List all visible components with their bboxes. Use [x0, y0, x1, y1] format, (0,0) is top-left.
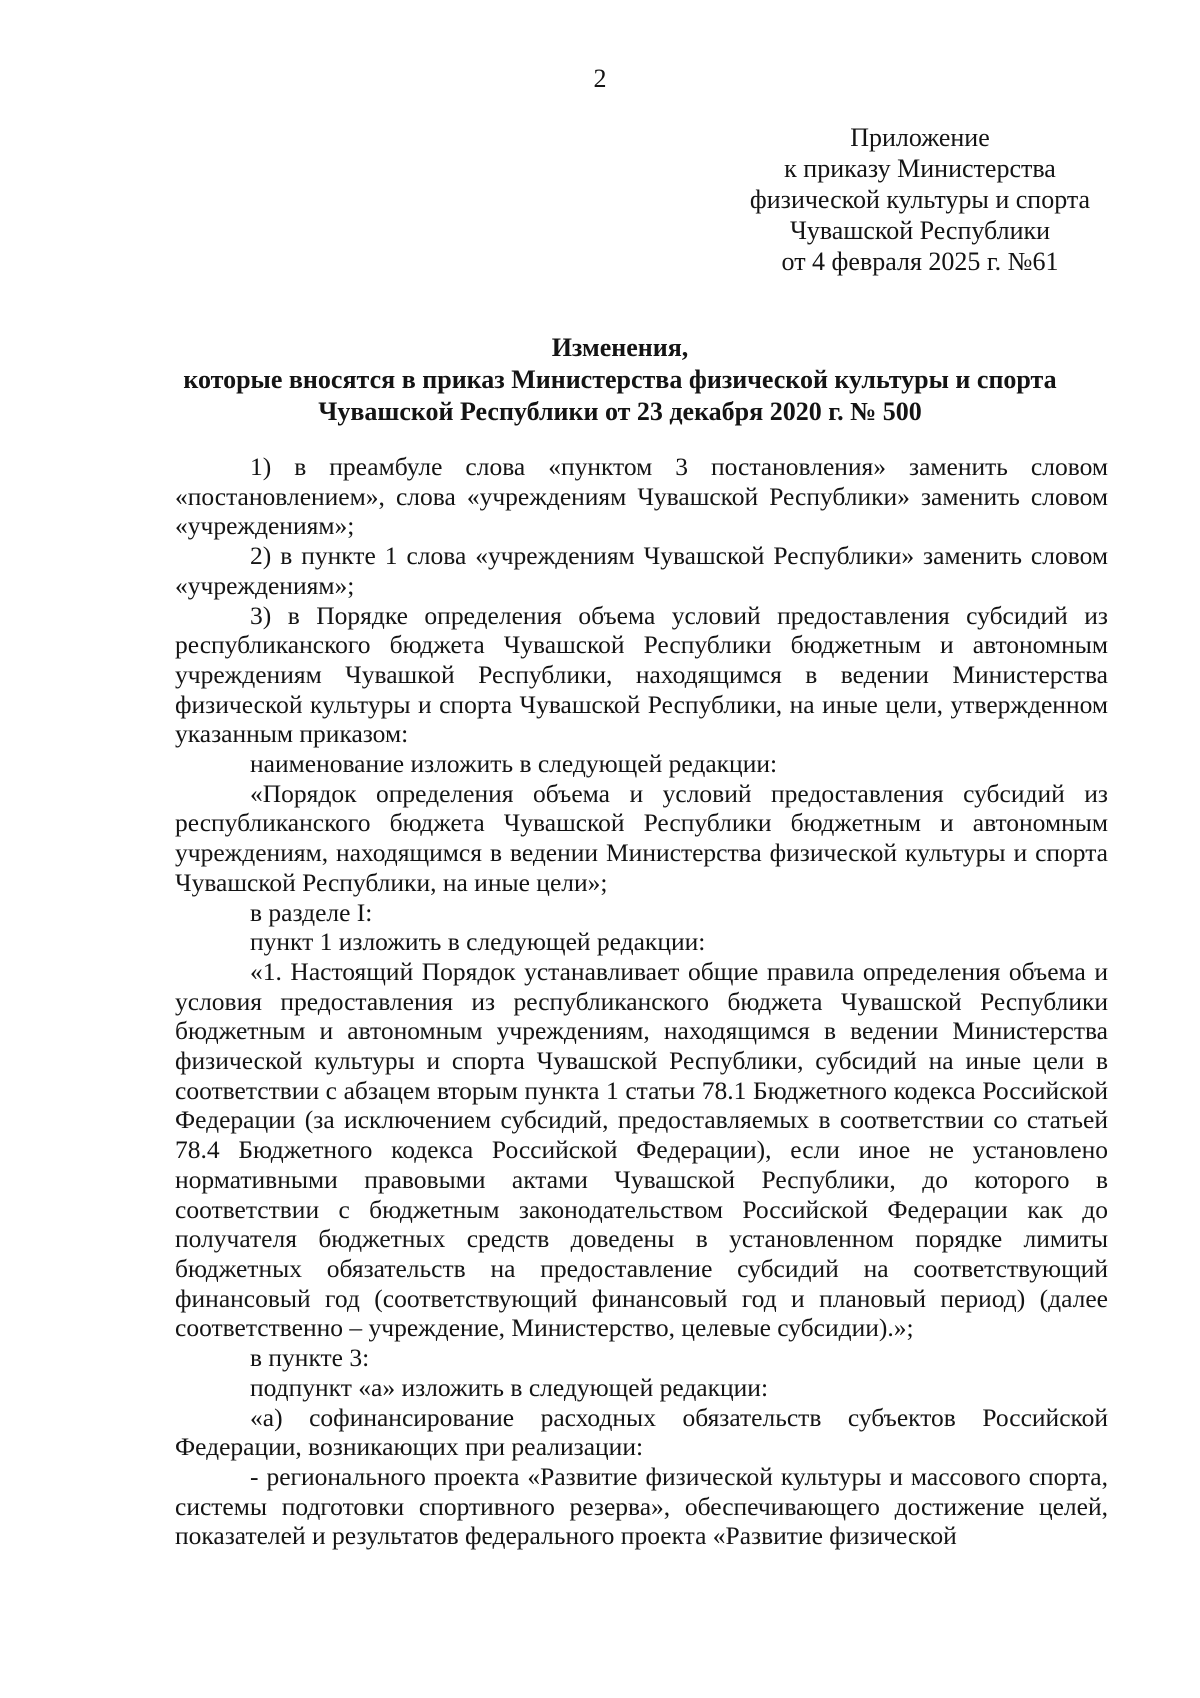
paragraph: - регионального проекта «Развитие физической культуры и массового спорта, системы подготовки спортивного резерва», обеспечивающего достижение целей, показателей и результатов федерального проекта «Развитие физической [175, 1461, 1108, 1551]
document-body [175, 452, 1108, 1551]
title-line: Чувашской Республики от 23 декабря 2020 г. № 500 [318, 397, 922, 426]
paragraph: 1) в преамбуле слова «пунктом 3 постановления» заменить словом «постановлением», слова «учреждениям Чувашской Республики» заменить словом «учреждениям»; [175, 452, 1108, 541]
title-line: которые вносятся в приказ Министерства физической культуры и спорта [183, 365, 1057, 394]
paragraph: «1. Настоящий Порядок устанавливает общие правила определения объема и условия предоставления из республиканского бюджета Чувашской Республики бюджетным и автономным учреждениям, находящимся в ведении Министерства физической культуры и спорта Чувашской Республики, субсидий на иные цели в соответствии с абзацем вторым пункта 1 статьи 78.1 Бюджетного кодекса Российской Федерации (за исключением субсидий, предоставляемых в соответствии со статьей 78.4 Бюджетного кодекса Российской Федерации), если иное не установлено нормативными правовыми актами Чувашской Республики, до которого в соответствии с бюджетным законодательством Российской Федерации как до получателя бюджетных средств доведены в установленном порядке лимиты бюджетных обязательств на предоставление субсидий на соответствующий финансовый год (соответствующий финансовый год и плановый период) (далее соответственно – учреждение, Министерство, целевые субсидии).»; [175, 956, 1108, 1343]
paragraph: 2) в пункте 1 слова «учреждениям Чувашской Республики» заменить словом «учреждениям»; [175, 541, 1108, 600]
paragraph: в пункте 3: [250, 1343, 370, 1373]
appendix-line: Приложение [850, 123, 990, 152]
appendix-block [740, 122, 1100, 277]
appendix-line: от 4 февраля 2025 г. №61 [781, 247, 1059, 276]
title-line: Изменения, [551, 333, 689, 362]
paragraph: «а) софинансирование расходных обязательств субъектов Российской Федерации, возникающих при реализации: [175, 1402, 1108, 1462]
appendix-line: физической культуры и спорта [749, 185, 1091, 214]
appendix-line: к приказу Министерства [784, 154, 1056, 183]
paragraph: «Порядок определения объема и условий предоставления субсидий из республиканского бюджета Чувашской Республики бюджетным и автономным учреждениям, находящимся в ведении Министерства физической культуры и спорта Чувашской Республики, на иные цели»; [175, 778, 1108, 897]
paragraph: 3) в Порядке определения объема условий предоставления субсидий из республиканского бюджета Чувашской Республики бюджетным и автономным учреждениям Чувашкой Республики, находящимся в ведении Министерства физической культуры и спорта Чувашской Республики, на иные цели, утвержденном указанным приказом: [175, 600, 1108, 749]
paragraph: в разделе I: [250, 897, 373, 927]
paragraph: наименование изложить в следующей редакции: [250, 749, 778, 779]
paragraph: пункт 1 изложить в следующей редакции: [250, 927, 706, 957]
appendix-line: Чувашской Республики [789, 216, 1051, 245]
document-title [140, 332, 1100, 428]
paragraph: подпункт «а» изложить в следующей редакции: [250, 1372, 769, 1402]
page-number: 2 [593, 64, 607, 93]
